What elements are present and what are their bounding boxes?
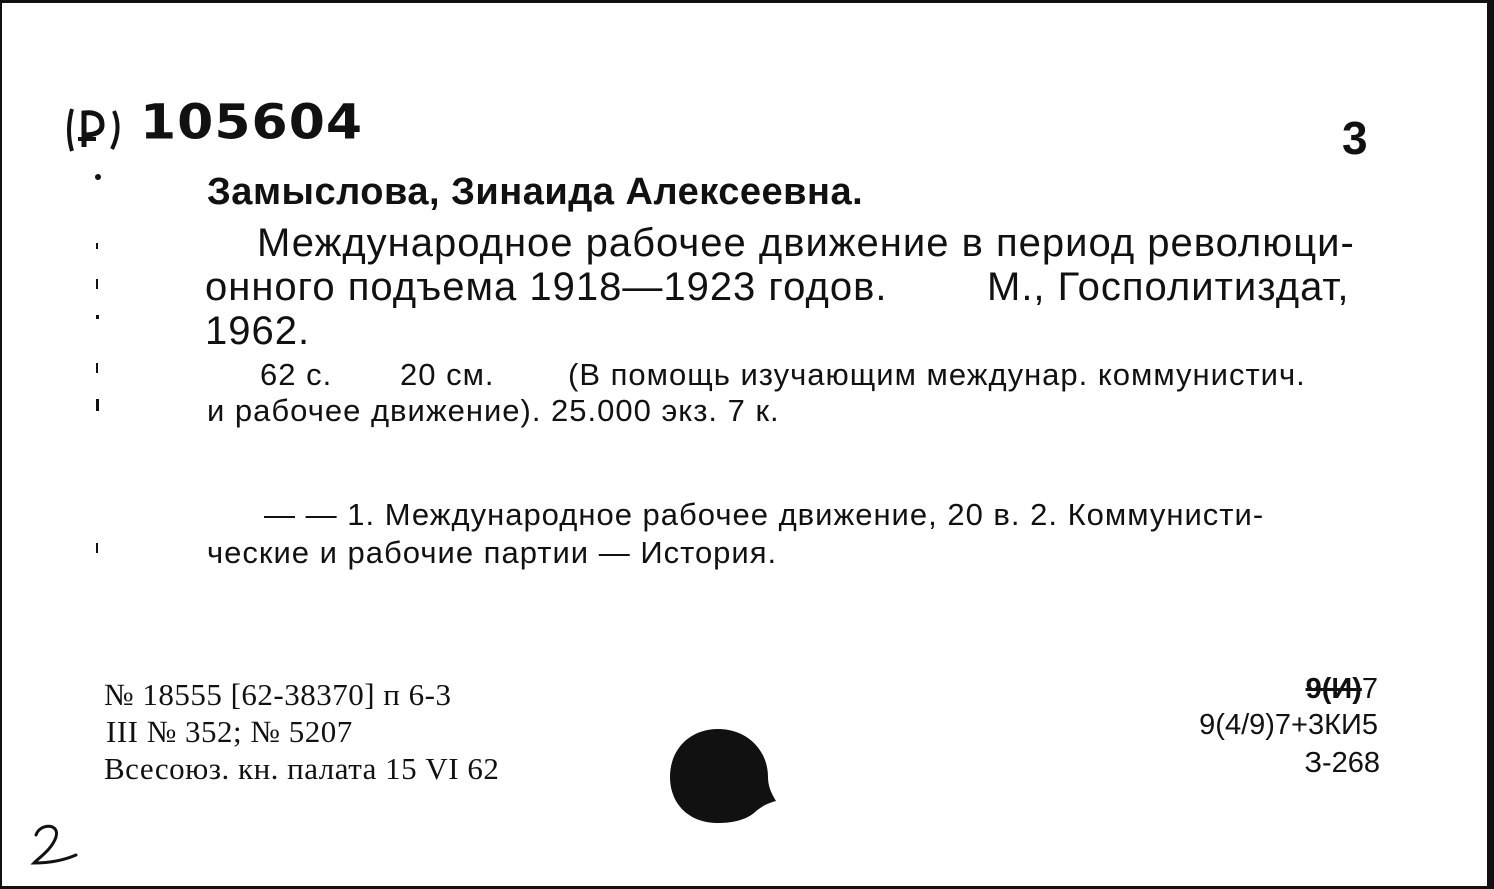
margin-specks xyxy=(88,163,108,583)
classification: 9(4/9)7+3КИ5 xyxy=(1199,709,1378,741)
struck-class-suffix: 7 xyxy=(1361,673,1378,705)
size: 20 см. xyxy=(400,357,495,392)
subjects-line-1: — — 1. Международное рабочее движение, 20 в. 2. Коммунисти- xyxy=(264,497,1265,532)
footer-numbers: III № 352; № 5207 xyxy=(106,714,353,749)
series: (В помощь изучающим междунар. коммунистич. xyxy=(568,357,1306,392)
struck-class-code: 9(И) xyxy=(1305,673,1362,705)
svg-text:Р: Р xyxy=(90,133,91,134)
footer-registration: № 18555 [62-38370] п 6-3 xyxy=(104,677,452,712)
struck-classification xyxy=(1278,673,1378,706)
pages: 62 с. xyxy=(260,357,333,392)
inventory-number: 105604 xyxy=(140,95,364,151)
author-heading: Замыслова, Зинаида Алексеевна. xyxy=(207,171,864,213)
library-stamp-icon xyxy=(62,103,124,157)
author-mark: З-268 xyxy=(1304,747,1380,779)
punch-hole xyxy=(668,727,776,823)
series-continuation: и рабочее движение). 25.000 экз. 7 к. xyxy=(207,393,780,428)
handwritten-note xyxy=(30,821,86,869)
svg-text:2: 2 xyxy=(30,821,31,822)
title-line-3: 1962. xyxy=(205,309,311,353)
subjects-line-2: ческие и рабочие партии — История. xyxy=(207,535,778,570)
title-line-1: Международное рабочее движение в период революци- xyxy=(257,221,1355,265)
title-line-2: онного подъема 1918—1923 годов. xyxy=(205,265,888,309)
publisher: М., Госполитиздат, xyxy=(987,265,1350,309)
card-number: 3 xyxy=(1342,112,1368,164)
footer-chamber: Всесоюз. кн. палата 15 VI 62 xyxy=(104,751,500,786)
